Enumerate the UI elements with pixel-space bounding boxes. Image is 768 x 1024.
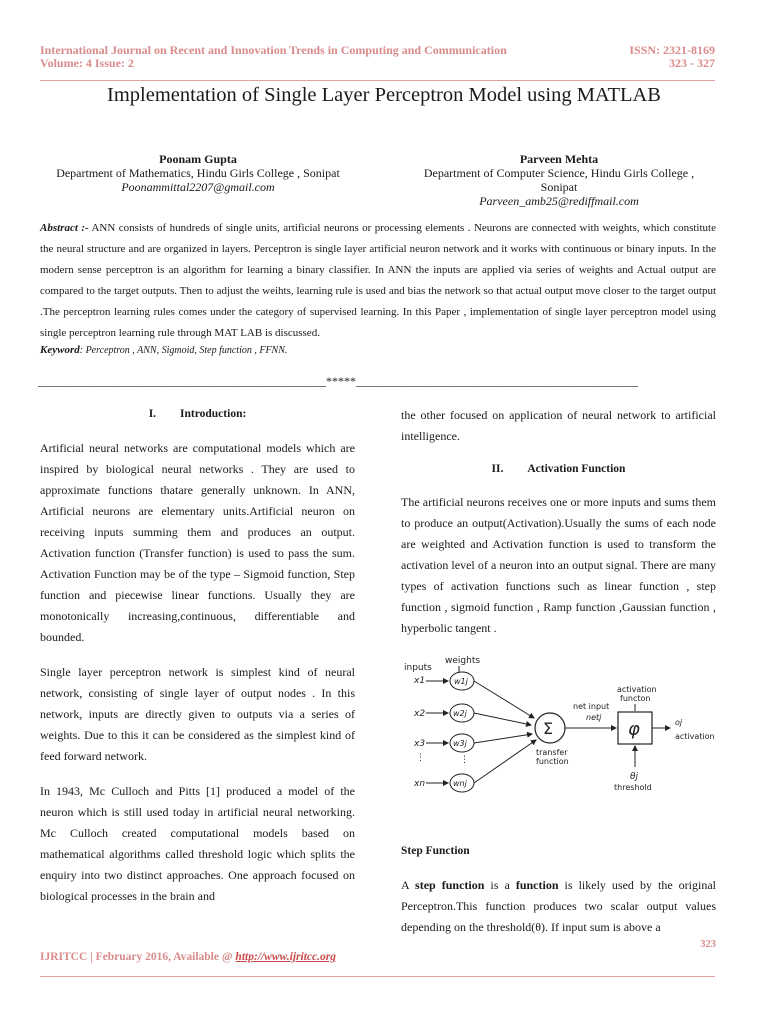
author-email: Poonammittal2207@gmail.com <box>121 180 275 194</box>
net-input-label: net input <box>573 702 610 711</box>
section-separator: ________________________________________________*****_______________________________________________ <box>38 374 638 388</box>
activation-function-label: activation <box>617 685 657 694</box>
abstract-text: ANN consists of hundreds of single units, artificial neurons or processing elements . Neurons are connected with weights, which constitute the neural structure and are organized in layers. Perceptron is single layer artificial neuron network and it works with continuous or binary inputs. In the modern sense perceptron is an algorithm for learning a binary classifier. In ANN the inputs are applied via series of weights and Actual output are compared to the target outputs. Then to adjust the weihts, learning rule is used and bias the network so that actual output move closer to the target output .The perceptron learning rules comes under the category of supervised learning. In this Paper , implementation of single layer perceptron model using single perceptron learning rule through MAT LAB is discussed. <box>40 222 716 339</box>
threshold-label: threshold <box>614 783 652 792</box>
diagram-weights-label: weights <box>445 656 481 666</box>
input-label: x3 <box>414 739 426 749</box>
header-rule <box>40 80 715 81</box>
text-run: A <box>401 878 416 892</box>
abstract <box>40 218 716 344</box>
journal-volume: Volume: 4 Issue: 2 <box>40 56 134 70</box>
activation-function-label: functon <box>620 694 651 703</box>
footer-left: IJRITCC | February 2016, Available @ <box>40 951 236 963</box>
keywords-text: : Perceptron , ANN, Sigmoid, Step function , FFNN. <box>79 345 288 356</box>
input-label: xn <box>414 779 426 789</box>
author-affiliation-line2: Sonipat <box>540 180 578 194</box>
right-column-continuation: the other focused on application of neural network to artificial intelligence. <box>401 408 716 443</box>
sum-symbol: Σ <box>543 719 554 738</box>
step-function-heading: Step Function <box>401 845 470 857</box>
input-label: x1 <box>414 676 426 686</box>
section-title: Activation Function <box>527 463 626 475</box>
vertical-dots: ⋮ <box>460 755 469 765</box>
activation-paragraph: The artificial neurons receives one or more inputs and sums them to produce an output(Activation).Usually the sums of each node are weighted and Activation function is used to transform the activation level of a neuron into an output signal. There are many types of activation functions such as linear function , step function , sigmoid function , Ramp function ,Gaussian function , hyperbolic tangent . <box>401 495 716 635</box>
text-run: is a <box>484 878 516 892</box>
text-run-bold: step function <box>415 878 485 892</box>
section-number: II. <box>491 463 504 475</box>
weight-label: w2j <box>453 709 467 718</box>
weight-connection <box>474 681 534 718</box>
input-label: x2 <box>414 709 426 719</box>
weight-label: wnj <box>453 779 467 788</box>
abstract-label: Abstract :- <box>40 222 89 234</box>
footer-rule <box>40 976 715 977</box>
transfer-label: transfer <box>536 748 568 757</box>
paragraph: In 1943, Mc Culloch and Pitts [1] produced a model of the neuron which is still used today in artificial neural networking. Mc Culloch created computational models based on mathematical algorithms called threshold logic which splits the enquiry into two distinct approaches. One approach focused on biological processes in the brain and <box>40 784 355 903</box>
perceptron-diagram <box>398 652 718 800</box>
paper-title: Implementation of Single Layer Perceptron Model using MATLAB <box>107 84 661 106</box>
weight-connection <box>474 713 531 725</box>
section-title: Introduction: <box>180 408 247 420</box>
keywords <box>40 344 287 356</box>
paragraph: Single layer perceptron network is simplest kind of neural network, consisting of single layer of output nodes . In this network, inputs are directly given to outputs via a series of weights. Due to this it can be considered as the simplest kind of feed forward network. <box>40 665 355 763</box>
section-heading-activation <box>401 463 716 475</box>
author-email: Parveen_amb25@rediffmail.com <box>479 194 639 208</box>
author-block-2 <box>392 152 726 208</box>
author-name: Poonam Gupta <box>159 152 237 166</box>
author-affiliation: Department of Computer Science, Hindu Girls College , <box>423 166 695 180</box>
text-run-bold: function <box>515 878 559 892</box>
author-affiliation: Department of Mathematics, Hindu Girls College , Sonipat <box>56 166 340 180</box>
threshold-symbol: θj <box>630 772 639 782</box>
text-run: is likely used by the original Perceptron.This function produces two scalar output values depending on the threshold(θ). If input sum is above a <box>401 878 716 934</box>
footer-text <box>40 951 336 963</box>
weight-label: w3j <box>453 739 467 748</box>
section-number: I. <box>148 408 157 420</box>
net-symbol: netj <box>586 713 602 722</box>
author-name: Parveen Mehta <box>519 152 599 166</box>
output-label: activation <box>675 732 715 741</box>
footer-link[interactable]: http://www.ijritcc.org <box>235 951 336 963</box>
page-number: 323 <box>700 939 716 950</box>
section-heading-introduction <box>40 408 355 420</box>
diagram-inputs-label: inputs <box>404 663 432 673</box>
weight-connection <box>474 740 536 783</box>
output-symbol: oj <box>675 718 683 727</box>
activation-symbol: φ <box>628 719 640 740</box>
transfer-label: function <box>536 757 569 766</box>
keywords-label: Keyword <box>40 344 80 356</box>
paragraph: Artificial neural networks are computational models which are inspired by biological neural networks . They are used to approximate functions thatare generally unknown. In ANN, Artificial neurons are elementary units.Artificial neuron on receiving inputs summing them and produces an output. Activation function (Transfer function) is used to pass the sum. Activation Function may be of the type – Sigmoid function, Step function and piecewise linear functions. Usually they are monotonically increasing,continuous, differentiable and bounded. <box>40 441 355 644</box>
left-column <box>40 438 355 907</box>
journal-pages: 323 - 327 <box>669 56 715 70</box>
journal-name: International Journal on Recent and Innovation Trends in Computing and Communication <box>40 43 507 57</box>
author-block-1 <box>30 152 366 194</box>
step-function-paragraph <box>401 875 716 938</box>
weight-connection <box>474 734 532 743</box>
journal-issn: ISSN: 2321-8169 <box>629 43 715 57</box>
vertical-dots: ⋮ <box>416 753 425 763</box>
weight-label: w1j <box>454 677 468 686</box>
